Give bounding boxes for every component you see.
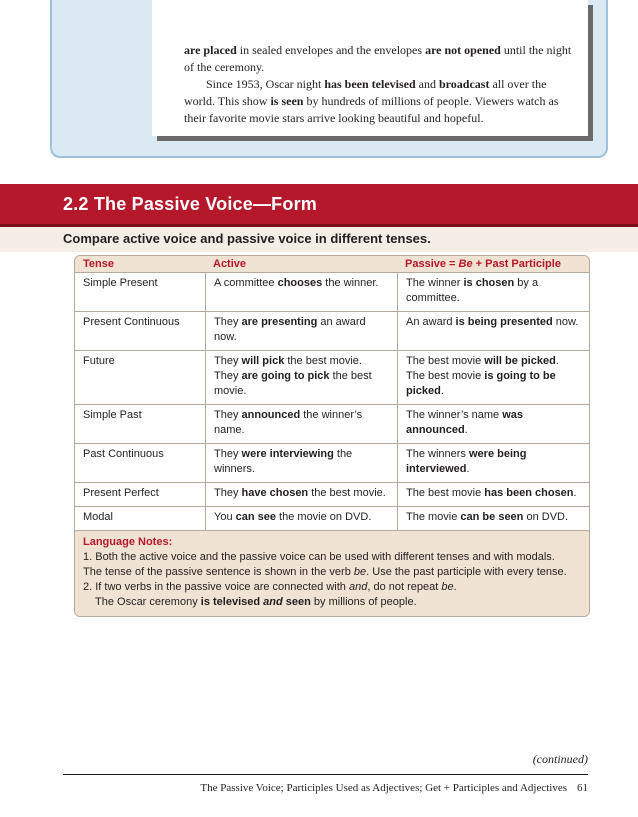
text: The best movie	[406, 355, 485, 367]
tense-cell: Past Continuous	[83, 448, 164, 460]
active-cell	[205, 273, 397, 311]
bold-verb: were interviewing	[241, 448, 334, 460]
italic-word: be	[441, 581, 454, 593]
header-passive	[397, 257, 589, 272]
note-2	[83, 580, 581, 595]
text: They	[214, 316, 242, 328]
text: by millions of people.	[310, 596, 417, 608]
text: The best movie	[406, 370, 485, 382]
section-title: 2.2 The Passive Voice—Form	[63, 194, 317, 214]
language-notes-heading: Language Notes:	[83, 536, 173, 548]
active-cell	[205, 351, 397, 404]
text: .	[555, 355, 559, 367]
bold-verb: were being interviewed	[406, 448, 527, 475]
text: the winner.	[322, 277, 379, 289]
text: , do not repeat	[367, 581, 442, 593]
note-1-continued	[83, 565, 581, 580]
running-head: The Passive Voice; Participles Used as Adjectives; Get + Participles and Adjectives	[200, 782, 567, 794]
bold-verb: have chosen	[241, 487, 309, 499]
bold-verb: announced	[241, 409, 301, 421]
header-active: Active	[213, 257, 247, 270]
text: A committee	[214, 277, 278, 289]
continued-label: (continued)	[532, 752, 588, 766]
bold-verb: are placed	[184, 43, 237, 57]
tense-cell: Simple Present	[83, 277, 158, 289]
text: The best movie	[406, 487, 485, 499]
bold-verb: will pick	[241, 355, 285, 367]
text: The movie	[406, 511, 461, 523]
text: They	[214, 355, 242, 367]
table-row	[75, 443, 589, 482]
header-passive-text: Passive =	[405, 257, 459, 270]
text: .	[453, 581, 457, 593]
table-row	[75, 350, 589, 404]
bold-verb: are going to pick	[241, 370, 330, 382]
section-header-bar	[0, 184, 638, 227]
text: the winners.	[214, 448, 353, 475]
bold-verb: is being presented	[455, 316, 553, 328]
text: The Oscar ceremony	[95, 596, 201, 608]
text: . Use the past participle with every tense.	[366, 566, 567, 578]
reading-paragraph-1	[184, 42, 576, 76]
text: by a committee.	[406, 277, 539, 304]
subtitle-band	[0, 227, 638, 252]
note-2-example	[83, 595, 581, 610]
bold-verb: has been chosen	[484, 487, 574, 499]
active-cell	[205, 507, 397, 530]
passive-cell	[397, 312, 589, 350]
page-number: 61	[577, 782, 588, 794]
text: by hundreds of millions of people. Viewers watch as their favorite movie stars arrive looking beautiful and hopeful.	[184, 94, 559, 125]
text: the best movie.	[214, 370, 372, 397]
text: The winner’s name	[406, 409, 503, 421]
text: The winner	[406, 277, 464, 289]
header-passive-text: + Past Participle	[472, 257, 561, 270]
bold-verb: is going to be picked	[406, 370, 556, 397]
passive-cell	[397, 351, 589, 404]
text: an award now.	[214, 316, 366, 343]
bold-verb: chooses	[277, 277, 323, 289]
text: An award	[406, 316, 456, 328]
text: until the night of the ceremony.	[184, 43, 572, 74]
text: now.	[552, 316, 579, 328]
passive-cell	[397, 273, 589, 311]
bold-verb: has been televised	[324, 77, 416, 91]
bold-verb: was announced	[406, 409, 523, 436]
text: They	[214, 409, 242, 421]
bold-verb: can be seen	[460, 511, 524, 523]
text: .	[573, 487, 577, 499]
table-row	[75, 482, 589, 506]
section-subtitle: Compare active voice and passive voice in different tenses.	[63, 231, 431, 246]
passive-cell	[397, 507, 589, 530]
table-header-row	[75, 256, 589, 272]
text: the best movie.	[284, 355, 362, 367]
tense-cell: Modal	[83, 511, 113, 523]
text: They	[214, 487, 242, 499]
italic-word: and	[348, 581, 368, 593]
text: .	[440, 385, 444, 397]
bold-verb: is televised	[200, 596, 261, 608]
passive-cell	[397, 483, 589, 506]
text: The tense of the passive sentence is shown in the verb	[83, 566, 354, 578]
text: all over the world. This show	[184, 77, 547, 108]
text: and	[415, 77, 439, 91]
bold-verb: can see	[235, 511, 276, 523]
text: .	[464, 424, 468, 436]
active-cell	[205, 312, 397, 350]
language-notes	[75, 530, 589, 616]
tense-cell: Present Continuous	[83, 316, 180, 328]
active-cell	[205, 405, 397, 443]
text: the movie on DVD.	[276, 511, 372, 523]
table-row	[75, 272, 589, 311]
reading-paragraph-2	[184, 76, 576, 127]
reading-passage	[184, 42, 576, 127]
bold-verb: broadcast	[438, 77, 490, 91]
header-passive-be: Be	[458, 257, 473, 270]
bold-verb: is chosen	[463, 277, 515, 289]
table-row	[75, 506, 589, 530]
bold-verb: seen	[285, 596, 311, 608]
table-row	[75, 404, 589, 443]
bold-verb: is seen	[270, 94, 304, 108]
table-row	[75, 311, 589, 350]
passive-cell	[397, 444, 589, 482]
text: The winners	[406, 448, 469, 460]
text: in sealed envelopes and the envelopes	[236, 43, 426, 57]
bold-italic-word: and	[263, 596, 283, 608]
bold-verb: will be picked	[484, 355, 556, 367]
text: They	[214, 370, 242, 382]
tense-cell: Future	[83, 355, 115, 367]
note-1: 1. Both the active voice and the passive voice can be used with different tenses and with modals.	[83, 551, 555, 563]
text: .	[466, 463, 470, 475]
text: on DVD.	[523, 511, 569, 523]
italic-word: be	[353, 566, 367, 578]
header-tense: Tense	[83, 257, 114, 270]
text: Since 1953, Oscar night	[206, 77, 325, 91]
text: the winner’s name.	[214, 409, 363, 436]
tense-cell: Simple Past	[83, 409, 142, 421]
grammar-table	[74, 255, 590, 617]
active-cell	[205, 444, 397, 482]
text: You	[214, 511, 236, 523]
passive-cell	[397, 405, 589, 443]
text: the best movie.	[308, 487, 386, 499]
tense-cell: Present Perfect	[83, 487, 159, 499]
bold-verb: are presenting	[241, 316, 318, 328]
text: They	[214, 448, 242, 460]
running-footer	[200, 782, 588, 794]
active-cell	[205, 483, 397, 506]
text: 2. If two verbs in the passive voice are connected with	[83, 581, 349, 593]
footer-rule	[63, 774, 588, 775]
bold-verb: are not opened	[425, 43, 501, 57]
